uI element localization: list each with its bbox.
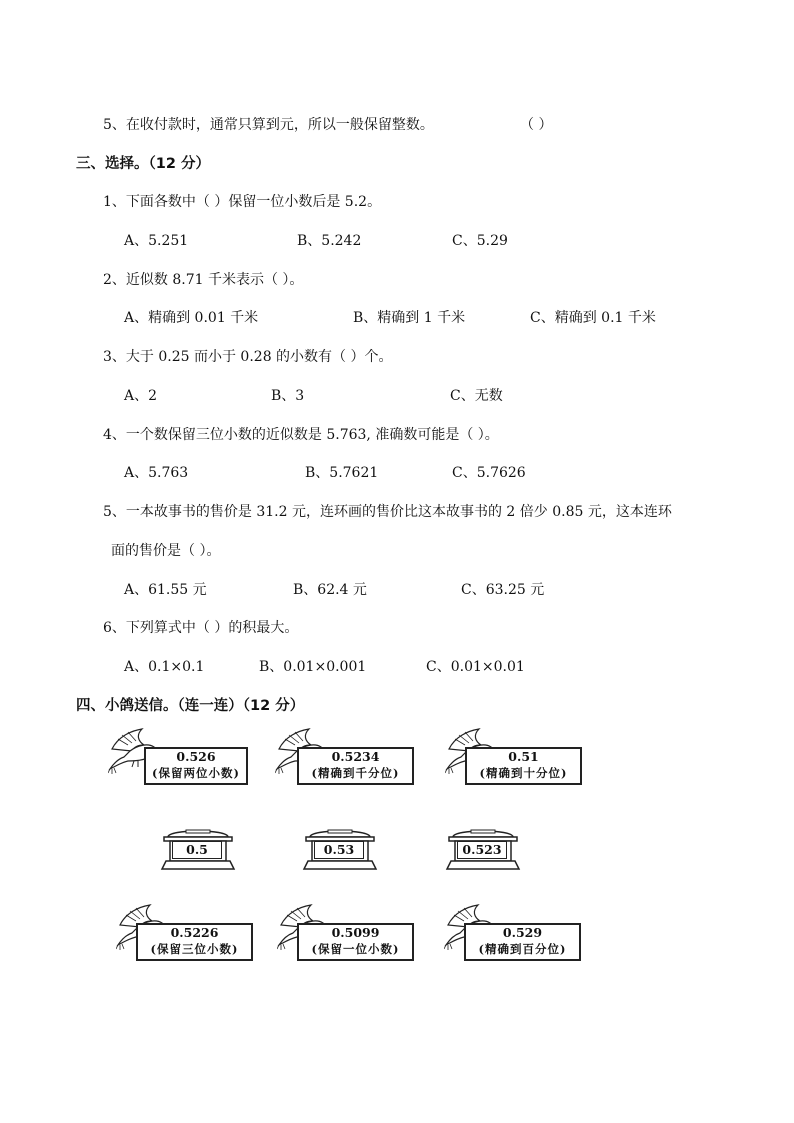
choice-question-6: 6、下列算式中（ ）的积最大。 — [103, 620, 299, 636]
option-b[interactable]: B、5.242 — [297, 233, 362, 249]
pigeon-label: 0.5234 (精确到千分位) — [297, 747, 414, 785]
mailbox-label: 0.5 — [172, 841, 222, 859]
pigeon-label: 0.5099 (保留一位小数) — [297, 923, 414, 961]
choice-question-4: 4、一个数保留三位小数的近似数是 5.763, 准确数可能是（ ）。 — [103, 427, 499, 443]
question-text: 5、在收付款时，通常只算到元，所以一般保留整数。 — [103, 117, 434, 133]
option-a[interactable]: A、精确到 0.01 千米 — [124, 310, 259, 326]
option-a[interactable]: A、0.1×0.1 — [124, 659, 205, 675]
pigeon-card[interactable] — [444, 903, 594, 959]
pigeon-label: 0.5226 (保留三位小数) — [136, 923, 253, 961]
section-heading-choice: 三、选择。（12 分） — [76, 156, 210, 172]
option-a[interactable]: A、5.763 — [124, 465, 189, 481]
pigeon-label: 0.51 (精确到十分位) — [465, 747, 582, 785]
answer-blank[interactable]: （ ） — [520, 117, 553, 133]
mailbox-label: 0.523 — [457, 841, 507, 859]
pigeon-label: 0.526 (保留两位小数) — [144, 747, 248, 785]
option-a[interactable]: A、2 — [124, 388, 158, 404]
choice-question-1: 1、下面各数中（ ）保留一位小数后是 5.2。 — [103, 194, 382, 210]
option-b[interactable]: B、0.01×0.001 — [259, 659, 367, 675]
choice-question-5-cont: 面的售价是（ ）。 — [111, 543, 221, 559]
option-b[interactable]: B、3 — [271, 388, 305, 404]
option-c[interactable]: C、63.25 元 — [461, 582, 545, 598]
option-c[interactable]: C、5.7626 — [452, 465, 526, 481]
pigeon-card[interactable] — [277, 903, 427, 959]
pigeon-card[interactable] — [275, 727, 425, 783]
option-a[interactable]: A、5.251 — [124, 233, 189, 249]
mailbox[interactable] — [156, 827, 240, 873]
choice-question-5: 5、一本故事书的售价是 31.2 元，连环画的售价比这本故事书的 2 倍少 0.85 元，这本连环 — [103, 504, 672, 520]
option-c[interactable]: C、无数 — [450, 388, 503, 404]
option-c[interactable]: C、5.29 — [452, 233, 508, 249]
option-b[interactable]: B、精确到 1 千米 — [353, 310, 466, 326]
option-b[interactable]: B、5.7621 — [305, 465, 379, 481]
section-heading-match: 四、小鸽送信。（连一连）（12 分） — [76, 698, 305, 714]
mailbox[interactable] — [441, 827, 525, 873]
choice-question-3: 3、大于 0.25 而小于 0.28 的小数有（ ）个。 — [103, 349, 393, 365]
judgement-question-5 — [103, 114, 434, 134]
option-c[interactable]: C、0.01×0.01 — [426, 659, 525, 675]
pigeon-card[interactable] — [108, 727, 258, 783]
option-a[interactable]: A、61.55 元 — [124, 582, 207, 598]
option-c[interactable]: C、精确到 0.1 千米 — [530, 310, 656, 326]
choice-question-2: 2、近似数 8.71 千米表示（ ）。 — [103, 272, 304, 288]
pigeon-card[interactable] — [445, 727, 595, 783]
option-b[interactable]: B、62.4 元 — [293, 582, 367, 598]
pigeon-label: 0.529 (精确到百分位) — [464, 923, 581, 961]
mailbox-label: 0.53 — [314, 841, 364, 859]
pigeon-card[interactable] — [116, 903, 266, 959]
mailbox[interactable] — [298, 827, 382, 873]
